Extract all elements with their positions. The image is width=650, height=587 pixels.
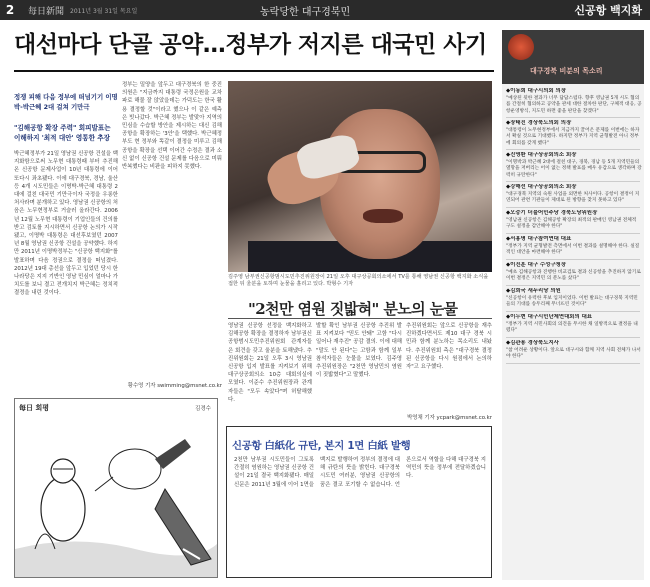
quote-divider: [228, 318, 492, 319]
sidebar-divider: [506, 181, 640, 182]
sidebar-item-title: ◆진영환 대구상공회의소 회장: [506, 152, 577, 158]
page-number: 2: [5, 3, 15, 17]
sidebar-item-title: ◆이두현 대구시민단체연대회의 대표: [506, 314, 593, 320]
cartoon-author: 김경수: [195, 406, 211, 412]
sidebar-item-text: "대구경북 지역의 숙원 사업을 외면한 처사이다. 공항이 결정이 지연되어 관련 기관들이 제대로 된 방향을 찾지 못하고 있다": [506, 191, 640, 204]
headline-divider: [14, 70, 494, 72]
sidebar-item-text: "신공항이 유력한 후보 입지이었다. 이번 발표는 대구경북 지역민들의 기대를 송두리째 무너뜨린 것이다": [506, 295, 638, 308]
sidebar-item: [506, 152, 642, 179]
sidebar-item: [506, 314, 642, 335]
sidebar-item-text: "예상된 뒷한 결과가 너무 답답스럽다. 향후 영남권 5개 시도 협의를 간절히 협의하고 공약을 관세 대한 절차한 판단, 구체적 대응, 공항운영방식, 지도민 하면 좋을 판단을 찾겠다": [506, 95, 642, 114]
sidebar-item-text: "정부가 지역 시민사회의 의견을 무시한 채 일방적으로 결정을 내렸다": [506, 321, 638, 334]
sidebar-item-text: "영남권 신공항은 김해공항 확장의 최적의 판매인 영남권 전체적 구도 설정을 감안해야 한다": [506, 217, 637, 230]
sidebar-item-text: "이명박과 박근혜 2대에 걸친 대구, 경북, 경남 등 5개 지역민들의 열망을 저버리는 어이 없는 정책 발표를 매우 유감으로 생각하며 강력히 규탄한다": [506, 159, 642, 178]
sidebar-divider: [506, 149, 640, 150]
sidebar-item: [506, 236, 642, 257]
left-article-body-col2: 정부는 밀양을 앞두고 대구경북의 한 중진 의원은 "지금까지 대통령 국정은원을 교차파로 해물 잘 앉았을데는 가덕도는 한국 활용 결정할 것"이라고 했으나 이 같은 예측은 빗나갔다. 박근혜 정부는 발맞아 지역의 민심을 수습할 방안을 제시하는 대신 김해공항을 확장하는 '3안'을 택했다. 박근혜정부도 현 정부와 똑같이 결정을 미루고 김해공항을 확장을 선택 이어간 수정은 결과 소신 없이 신공항 건설 문제를 다음으로 미뤄 반복했다는 비판을 피하지 못했다.: [122, 82, 222, 171]
middle-article-byline: 황수영 기자 swimming@msnet.co.kr: [127, 383, 222, 389]
news-photo-crying-man: [228, 81, 492, 272]
left-article-subheadline-1: 정쟁 피해 다음 정부에 떠넘기기 이명박-박근혜 2대 걸쳐 기만극: [14, 93, 118, 111]
sidebar-item: [506, 288, 642, 309]
sidebar-divider: [506, 259, 640, 260]
sidebar-item: [506, 184, 642, 205]
sidebar-item-title: ◆김희국 새누리당 의원: [506, 288, 561, 294]
photo-caption: 김주영 남부권신공항범시도민추진위원장이 21일 오후 대구상공회의소에서 TV를 통해 영남권 신공항 백지화 소식을 접한 뒤 울분을 토하며 눈물을 흘리고 있다. 박형수 기자: [228, 274, 489, 287]
bottom-notice-body: 2천만 남부권 시도민들이 그토록 간절히 염원하는 영남권 신공항 건설이 21일 결국 백지화됐다. 매일신문은 2011년 3월에 이어 1면을 백지로 발행하여 정부의 결정에 대해 규탄의 뜻을 밝힌다. 대구경북 시도민 여러분, 영남권 신공항의 꿈은 결코 포기할 수 없습니다. 언론으로서 역할을 다해 대구경북 지역민의 뜻을 정부에 전달하겠습니다.: [234, 457, 486, 488]
sidebar-item: [506, 210, 642, 231]
quote-article-col2: 발할 확인 남부권 신공항 추진위 발표 지켜보다 "믿도 안돼" 고함 "다시 일어나 재추진" 공감 결의. 이에 대해 "말도 안 된다"는 고함과 함께 일부 참석자들은 눈물을 보였다. 김주영 추진위원장은 "2천만 영남민의 염원이 짓밟혔다"고 말했다.: [316, 323, 402, 379]
sidebar-title: 대구경북 비분의 목소리: [530, 67, 603, 75]
left-article-subheadline-2: "김해공항 확장 주력" 회피발표는 이해하지 '최적 대안' 영통한 추장: [14, 124, 111, 142]
sidebar-item: [506, 120, 642, 147]
page-header-bar: [0, 0, 650, 20]
sidebar-item: [506, 88, 642, 115]
sidebar-item-title: ◆김관용 경상북도지사: [506, 340, 559, 346]
sidebar-divider: [506, 363, 640, 364]
sidebar-item-title: ◆오중기 더불어민주당 경북도당위원장: [506, 210, 598, 216]
sidebar-item-title: ◆장태진 경상북도의회 의장: [506, 120, 572, 126]
newspaper-brand: 每日新聞: [28, 6, 65, 17]
sidebar-item-text: "대통령이 노무현정부에서 지금까지 끌어온 문제를 이번에는 하자서 확실 것으로 기대했다. 하지만 정부가 지역 균형발전 아니 정부에 회의를 갖게 했다": [506, 127, 640, 146]
sidebar-divider: [506, 285, 640, 286]
left-article-body-col1: 박근혜정부가 21일 영남권 신공항 건설을 백지화함으로써 노무현 대통령때 부터 추진해 온 신공항 문제사업이 10년 대통령에 이어 또다시 좌초됐다. 이에 대구경북, 경남, 울산 등 4개 시도민들은 이명박-박근혜 대통령 2대에 걸친 대국민 기만극이자 국정을 우롱한 처사라며 분개하고 있다. 영남권 신공항의 처음은 노무현정부로 거슬러 올라간다. 2006년 12월 노무현 대통령이 기업인들의 건의를 받고 검토를 지시하면서 신공항 논의가 시작됐고, 이명박 대통령은 대선후보였던 2007년 8월 영남권 신공항 건설을 공약했다. 하지만 2011년 이명박정부는 "신공항 백지화"를 발표하며 다음 정권으로 결정을 떠넘겼다. 2012년 19대 총선을 앞두고 입었던 당시 한나라당은 지지 기반인 영남 민심이 얼마나 가치도를 보니 결고 전개치지 박근혜는 정치적 결정을 내린 것이다.: [14, 151, 118, 297]
cartoon-brand: 每日 회평: [19, 404, 49, 412]
cartoon-drawing: [15, 399, 217, 577]
sidebar-divider: [506, 233, 640, 234]
editorial-cartoon: [14, 398, 218, 578]
quote-article-byline: 박영채 기자 ycpark@msnet.co.kr: [407, 415, 492, 421]
photo-face: [320, 109, 440, 259]
sidebar-item-title: ◆서홍명 대구참여연대 대표: [506, 236, 572, 242]
bottom-notice-title: 신공항 白紙化 규탄, 본지 1면 白紙 발행: [232, 440, 411, 452]
sidebar-item: [506, 340, 642, 361]
sidebar-item-title: ◆강해선 대구상공회의소 회장: [506, 184, 577, 190]
sidebar-divider: [506, 337, 640, 338]
sidebar-item-text: "예초 김해공항과 진행한 비교검토 결과 신공항을 추진하지 않기로 이번 결정은 지역민 의 분노를 샀다": [506, 269, 641, 282]
special-series-title: 신공항 백지화: [574, 4, 642, 17]
sidebar-item: [506, 262, 642, 283]
quote-headline: "2천만 염원 짓밟혀" 분노의 눈물: [248, 300, 458, 318]
sidebar-divider: [506, 207, 640, 208]
sidebar-item-title: ◆이동희 대구시의회 의장: [506, 88, 566, 94]
sidebar-item-text: "참 어려운 상황이다. 앞으로 대구시와 함께 지역 사회 전체가 나서야 한다": [506, 347, 641, 360]
section-title: 농락당한 대구경북민: [260, 7, 351, 18]
photo-mouth: [363, 209, 403, 223]
sidebar-divider: [506, 117, 640, 118]
fire-icon: [508, 34, 534, 60]
sidebar-item-text: "정부가 지역 균형발전 측면에서 이번 결과를 설명해야 한다. 실질적인 대안을 마련해야 한다": [506, 243, 640, 256]
sidebar-divider: [506, 311, 640, 312]
quote-article-col1: 영남권 신공항 선정을 백지화하고 김해공항 확장을 결정하자 남부권신공항범시도민추진위원회 관계자들은 회견을 갖고 울분을 토해냈다. 추진위원회는 21일 오후 3시 영남권 신공항 입지 발표를 지켜보기 위해 대구상공회의소 10층 대회의실에 모였다. 이준수 추진위원장과 관계자들은 "모두 속았다"며 허탈해했다.: [228, 323, 312, 403]
quote-article-col3: 추진위원회는 앞으로 신공항을 재추진하겠다면서도 제10 대구 경북 시민과 함께 분노하는 목소리도 내놨다. 추진위원회 측은 "대구경북 결정된 신공항을 다시 원점에서 논의하자"고 요구했다.: [406, 323, 492, 371]
main-headline: 대선마다 단골 공약…정부가 저지른 대국민 사기: [14, 32, 487, 58]
sidebar-item-title: ◆이진훈 대구 수성구청장: [506, 262, 566, 268]
issue-date: 2011년 3월 31일 목요일: [70, 7, 138, 15]
